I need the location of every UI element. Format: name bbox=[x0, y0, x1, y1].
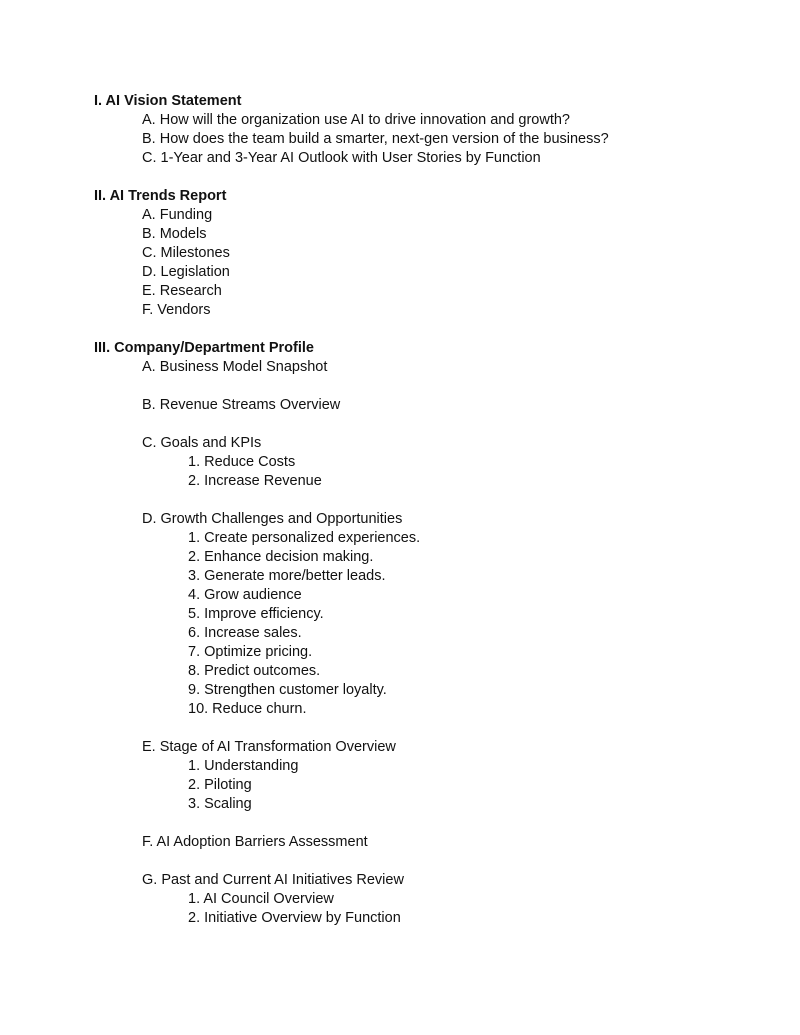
spacer bbox=[0, 719, 800, 738]
list-item: 6. Increase sales. bbox=[188, 625, 302, 641]
list-item: 9. Strengthen customer loyalty. bbox=[188, 682, 387, 698]
subsection-label: G. Past and Current AI Initiatives Review bbox=[142, 872, 404, 888]
outline-item: B. Models bbox=[142, 226, 207, 242]
outline-item: B. How does the team build a smarter, next-gen version of the business? bbox=[142, 131, 609, 147]
list-item: 1. AI Council Overview bbox=[188, 891, 334, 907]
spacer bbox=[0, 852, 800, 871]
outline-item: F. Vendors bbox=[142, 302, 211, 318]
list-item: 3. Generate more/better leads. bbox=[188, 568, 386, 584]
subsection-label: D. Growth Challenges and Opportunities bbox=[142, 511, 403, 527]
section-heading: II. AI Trends Report bbox=[94, 188, 227, 204]
subsection-label: B. Revenue Streams Overview bbox=[142, 397, 341, 413]
outline-item: A. Funding bbox=[142, 207, 213, 223]
spacer bbox=[0, 491, 800, 510]
list-item: 2. Enhance decision making. bbox=[188, 549, 374, 565]
list-item: 8. Predict outcomes. bbox=[188, 663, 321, 679]
list-item: 1. Create personalized experiences. bbox=[188, 530, 421, 546]
outline-item: C. 1-Year and 3-Year AI Outlook with User Stories by Function bbox=[142, 150, 541, 166]
spacer bbox=[0, 415, 800, 434]
subsection-label: E. Stage of AI Transformation Overview bbox=[142, 739, 396, 755]
list-item: 2. Increase Revenue bbox=[188, 473, 322, 489]
list-item: 1. Reduce Costs bbox=[188, 454, 296, 470]
outline-item: A. How will the organization use AI to drive innovation and growth? bbox=[142, 112, 570, 128]
list-item: 3. Scaling bbox=[188, 796, 252, 812]
outline-item: C. Milestones bbox=[142, 245, 230, 261]
list-item: 2. Initiative Overview by Function bbox=[188, 910, 401, 926]
spacer bbox=[0, 168, 800, 187]
list-item: 2. Piloting bbox=[188, 777, 252, 793]
spacer bbox=[0, 377, 800, 396]
section-heading: III. Company/Department Profile bbox=[94, 340, 314, 356]
spacer bbox=[0, 320, 800, 339]
subsection-label: A. Business Model Snapshot bbox=[142, 359, 328, 375]
subsection-label: C. Goals and KPIs bbox=[142, 435, 262, 451]
list-item: 4. Grow audience bbox=[188, 587, 302, 603]
subsection-label: F. AI Adoption Barriers Assessment bbox=[142, 834, 368, 850]
list-item: 5. Improve efficiency. bbox=[188, 606, 324, 622]
outline-item: E. Research bbox=[142, 283, 222, 299]
section-heading: I. AI Vision Statement bbox=[94, 93, 242, 109]
outline-item: D. Legislation bbox=[142, 264, 230, 280]
list-item: 10. Reduce churn. bbox=[188, 701, 307, 717]
list-item: 7. Optimize pricing. bbox=[188, 644, 313, 660]
list-item: 1. Understanding bbox=[188, 758, 299, 774]
spacer bbox=[0, 814, 800, 833]
